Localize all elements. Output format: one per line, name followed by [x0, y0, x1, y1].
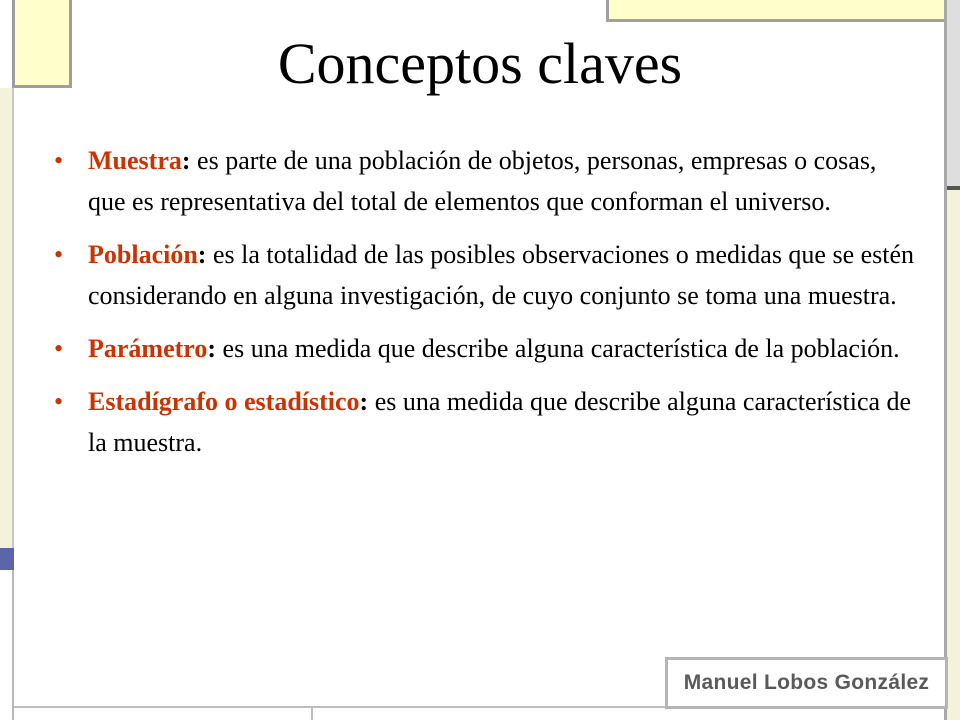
concept-definition: es una medida que describe alguna característica de la muestra.	[88, 387, 912, 457]
bullet-icon: •	[54, 146, 64, 175]
concept-list	[50, 140, 920, 475]
bullet-icon: •	[54, 387, 64, 416]
concept-definition: es la totalidad de las posibles observaciones o medidas que se estén considerando en alguna investigación, de cuyo conjunto se toma una muestra.	[88, 240, 915, 310]
concept-definition: es una medida que describe alguna característica de la población.	[216, 334, 900, 363]
concept-item-muestra	[50, 140, 920, 222]
concept-colon: :	[359, 387, 369, 416]
footer-author: Manuel Lobos González	[683, 671, 930, 694]
concept-term: Población	[88, 240, 198, 269]
decor-left-strip	[0, 88, 14, 572]
concept-term: Muestra	[88, 146, 182, 175]
footer-author-box	[665, 657, 948, 709]
concept-colon: :	[197, 240, 207, 269]
decor-right-lower-block	[947, 190, 960, 720]
decor-left-blue-bar	[0, 548, 14, 570]
concept-definition: es parte de una población de objetos, personas, empresas o cosas, que es representativa del total de elementos que conforman el universo.	[88, 146, 877, 216]
bullet-icon: •	[54, 334, 64, 363]
decor-bottom-divider	[311, 706, 313, 720]
slide-title: Conceptos claves	[277, 31, 683, 96]
decor-top-right-block	[606, 0, 948, 22]
bullet-icon: •	[54, 240, 64, 269]
concept-term: Parámetro	[88, 334, 208, 363]
concept-item-poblacion	[50, 234, 920, 316]
concept-colon: :	[207, 334, 217, 363]
concept-colon: :	[181, 146, 191, 175]
concept-item-estadigrafo	[50, 381, 920, 463]
decor-left-lower-strip	[0, 570, 14, 720]
decor-bottom-line	[14, 706, 666, 708]
concept-item-parametro	[50, 328, 920, 369]
concept-term: Estadígrafo o estadístico	[88, 387, 360, 416]
